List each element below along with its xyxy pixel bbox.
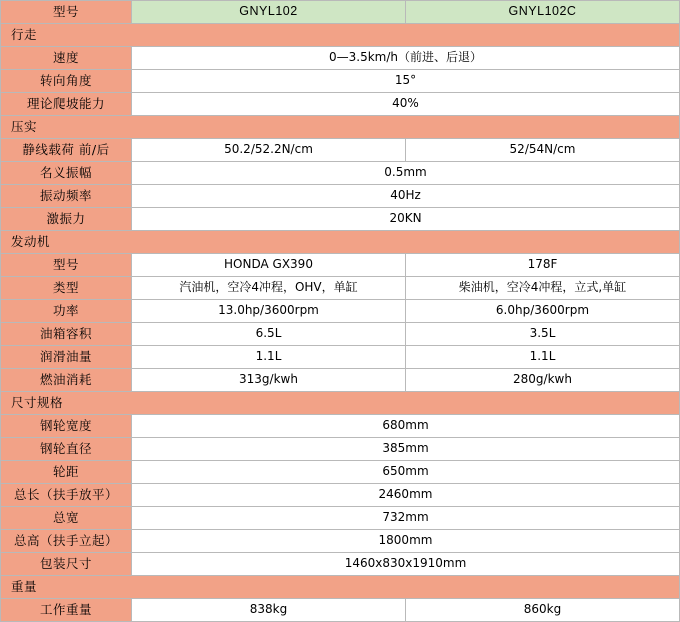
table-row	[1, 553, 680, 576]
row-value-2: 860kg	[406, 599, 680, 622]
table-row	[1, 185, 680, 208]
row-label: 名义振幅	[1, 162, 132, 185]
row-label: 工作重量	[1, 599, 132, 622]
table-row	[1, 277, 680, 300]
row-value: 1800mm	[132, 530, 680, 553]
model-header-2: GNYL102C	[406, 1, 680, 24]
table-row	[1, 438, 680, 461]
row-value: 2460mm	[132, 484, 680, 507]
table-row	[1, 254, 680, 277]
row-value: 0.5mm	[132, 162, 680, 185]
table-row	[1, 323, 680, 346]
row-value: 20KN	[132, 208, 680, 231]
section-header: 尺寸规格	[1, 392, 680, 415]
row-label: 转向角度	[1, 70, 132, 93]
row-value: 732mm	[132, 507, 680, 530]
table-row	[1, 70, 680, 93]
row-value-2: 3.5L	[406, 323, 680, 346]
table-row	[1, 139, 680, 162]
row-label: 静线载荷 前/后	[1, 139, 132, 162]
row-value-2: 6.0hp/3600rpm	[406, 300, 680, 323]
table-row	[1, 415, 680, 438]
model-header-1: GNYL102	[132, 1, 406, 24]
table-row	[1, 346, 680, 369]
row-label: 理论爬坡能力	[1, 93, 132, 116]
table-row	[1, 1, 680, 24]
row-label: 轮距	[1, 461, 132, 484]
row-label: 润滑油量	[1, 346, 132, 369]
row-value: 650mm	[132, 461, 680, 484]
row-value: 385mm	[132, 438, 680, 461]
table-row	[1, 116, 680, 139]
table-row	[1, 576, 680, 599]
row-value-1: HONDA GX390	[132, 254, 406, 277]
section-header: 发动机	[1, 231, 680, 254]
table-row	[1, 47, 680, 70]
row-value: 40%	[132, 93, 680, 116]
table-row	[1, 300, 680, 323]
row-label: 油箱容积	[1, 323, 132, 346]
row-label: 燃油消耗	[1, 369, 132, 392]
table-row	[1, 231, 680, 254]
row-value-1: 汽油机，空冷4冲程，OHV，单缸	[132, 277, 406, 300]
row-value: 15°	[132, 70, 680, 93]
table-row	[1, 208, 680, 231]
row-label: 包装尺寸	[1, 553, 132, 576]
row-value-2: 柴油机，空冷4冲程，立式,单缸	[406, 277, 680, 300]
row-value-1: 6.5L	[132, 323, 406, 346]
row-label: 功率	[1, 300, 132, 323]
section-header: 重量	[1, 576, 680, 599]
row-value-2: 280g/kwh	[406, 369, 680, 392]
table-row	[1, 162, 680, 185]
row-value-2: 52/54N/cm	[406, 139, 680, 162]
row-value-2: 178F	[406, 254, 680, 277]
row-label: 型号	[1, 1, 132, 24]
section-header: 压实	[1, 116, 680, 139]
row-value-1: 1.1L	[132, 346, 406, 369]
row-value: 1460x830x1910mm	[132, 553, 680, 576]
row-label: 振动频率	[1, 185, 132, 208]
row-label: 类型	[1, 277, 132, 300]
table-body	[1, 1, 680, 622]
row-value-2: 1.1L	[406, 346, 680, 369]
table-row	[1, 507, 680, 530]
row-label: 总长（扶手放平）	[1, 484, 132, 507]
section-header: 行走	[1, 24, 680, 47]
row-label: 总宽	[1, 507, 132, 530]
row-label: 型号	[1, 254, 132, 277]
table-row	[1, 24, 680, 47]
table-row	[1, 93, 680, 116]
table-row	[1, 599, 680, 622]
table-row	[1, 484, 680, 507]
row-label: 钢轮宽度	[1, 415, 132, 438]
table-row	[1, 461, 680, 484]
row-value-1: 13.0hp/3600rpm	[132, 300, 406, 323]
row-value: 680mm	[132, 415, 680, 438]
row-value-1: 838kg	[132, 599, 406, 622]
row-label: 总高（扶手立起）	[1, 530, 132, 553]
row-value-1: 50.2/52.2N/cm	[132, 139, 406, 162]
row-label: 激振力	[1, 208, 132, 231]
row-label: 速度	[1, 47, 132, 70]
row-value: 40Hz	[132, 185, 680, 208]
row-value-1: 313g/kwh	[132, 369, 406, 392]
row-label: 钢轮直径	[1, 438, 132, 461]
table-row	[1, 392, 680, 415]
row-value: 0—3.5km/h（前进、后退）	[132, 47, 680, 70]
table-row	[1, 530, 680, 553]
table-row	[1, 369, 680, 392]
